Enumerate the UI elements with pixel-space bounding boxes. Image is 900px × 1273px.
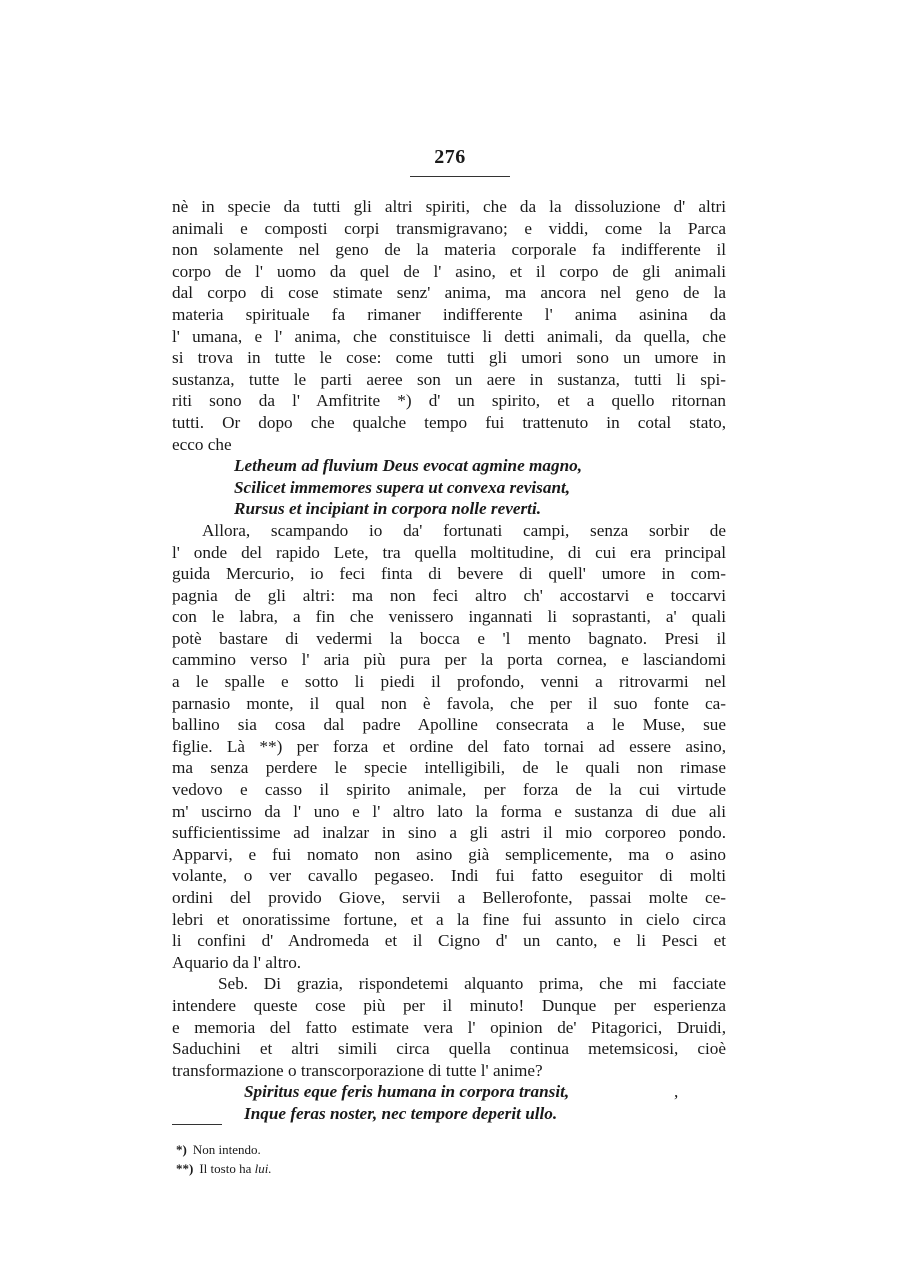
text-line: nè in specie da tutti gli altri spiriti, che da la dissoluzione d' altri: [172, 197, 726, 216]
text-line: l' umana, e l' anima, che constituisce li detti animali, da quella, che: [172, 326, 726, 346]
text-line: Allora, scampando io da' fortunati campi, senza sorbir de: [202, 520, 726, 540]
text-line: ballino sia cosa dal padre Apolline consecrata a le Muse, sue: [172, 715, 726, 735]
text-line: con le labra, a fin che venissero ingannati li soprastanti, a' quali: [172, 607, 726, 627]
text-line: corpo de l' uomo da quel de l' asino, et il corpo de gli animali: [172, 261, 726, 281]
text-line: animali e composti corpi transmigravano; e viddi, come la Parca: [172, 218, 726, 238]
text-line: parnasio monte, il qual non è favola, che per il suo fonte ca-: [172, 693, 726, 713]
text-line: a le spalle e sotto li piedi il profondo, venni a ritrovarmi nel: [172, 672, 726, 692]
footnote-mark: *): [176, 1142, 187, 1157]
footnote-text: Non intendo.: [192, 1142, 261, 1157]
text-line: si trova in tutte le cose: come tutti gli umori sono un umore in: [172, 348, 726, 368]
text-line: Aquario da l' altro.: [172, 952, 302, 972]
text-line: volante, o ver cavallo pegaseo. Indi fui fatto eseguitor di molti: [172, 866, 726, 886]
text-line: ecco che: [172, 434, 232, 454]
verse-line: Letheum ad fluvium Deus evocat agmine magno,: [234, 456, 583, 476]
footnote-text-italic: lui.: [254, 1161, 272, 1176]
footnote: [176, 1159, 476, 1178]
text-line: l' onde del rapido Lete, tra quella moltitudine, di cui era principal: [172, 542, 726, 562]
text-line: vedovo e casso il spirito animale, per forza de la cui virtude: [172, 780, 726, 800]
footnote-rule: [172, 1124, 222, 1125]
text-line: sustanza, tutte le parti aeree son un aere in sustanza, tutti li spi-: [172, 369, 726, 389]
header-rule: [410, 176, 510, 177]
text-line: Seb. Di grazia, rispondetemi alquanto prima, che mi facciate: [218, 974, 726, 994]
stray-comma: ,: [674, 1082, 679, 1102]
text-line: non solamente nel geno de la materia corporale fa indifferente il: [172, 240, 726, 260]
footnotes: [176, 1140, 476, 1178]
text-line: Apparvi, e fui nomato non asino già semplicemente, ma o asino: [172, 844, 726, 864]
text-line: materia spirituale fa rimaner indifferente l' anima asinina da: [172, 304, 726, 324]
footnote-text: Il tosto ha: [199, 1161, 252, 1176]
text-line: ordini del provido Giove, servii a Bellerofonte, passai molte ce-: [172, 888, 726, 907]
text-line: m' uscirno da l' uno e l' altro lato la forma e sustanza di due ali: [172, 801, 726, 821]
footnote-mark: **): [176, 1161, 194, 1176]
text-line: tutti. Or dopo che qualche tempo fui trattenuto in cotal stato,: [172, 412, 726, 432]
verse-line: [172, 1081, 726, 1103]
text-line: figlie. Là **) per forza et ordine del fato tornai ad essere asino,: [172, 736, 726, 756]
verse-line: Inque feras noster, nec tempore deperit ullo.: [244, 1103, 558, 1123]
text-line: li confini d' Andromeda et il Cigno d' un canto, e li Pesci et: [172, 931, 726, 951]
text-line: cammino verso l' aria più pura per la porta cornea, e lasciandomi: [172, 650, 726, 670]
footnote: [176, 1140, 476, 1159]
text-line: riti sono da l' Amfitrite *) d' un spirito, et a quello ritornan: [172, 391, 726, 411]
text-line: ma senza perdere le specie intelligibili, de le quali non rimase: [172, 758, 726, 778]
page-number: 276: [434, 146, 466, 168]
text-line: transformazione o transcorporazione di tutte l' anime?: [172, 1060, 543, 1080]
text-line: lebri et onoratissime fortune, et a la fine fui assunto in cielo circa: [172, 909, 726, 929]
verse-line: Scilicet immemores supera ut convexa revisant,: [234, 477, 571, 497]
body-text: [172, 196, 726, 1125]
text-line: pagnia de gli altri: ma non feci altro ch' accostarvi e toccarvi: [172, 585, 726, 605]
text-line: sufficientissime ad inalzar in sino a gli astri il mio corporeo pondo.: [172, 823, 726, 843]
text-line: Saduchini et altri simili circa quella continua metemsicosi, cioè: [172, 1039, 726, 1059]
verse-line: Rursus et incipiant in corpora nolle reverti.: [234, 499, 542, 519]
text-line: potè bastare di vedermi la bocca e 'l mento bagnato. Presi il: [172, 628, 726, 648]
text-line: guida Mercurio, io feci finta di bevere di quell' umore in com-: [172, 564, 726, 584]
verse-line-text: Spiritus eque feris humana in corpora transit,: [244, 1082, 570, 1102]
text-line: dal corpo di cose stimate senz' anima, ma ancora nel geno de la: [172, 283, 726, 303]
text-line: e memoria del fatto estimate vera l' opinion de' Pitagorici, Druidi,: [172, 1017, 726, 1037]
text-line: intendere queste cose più per il minuto! Dunque per esperienza: [172, 995, 726, 1015]
